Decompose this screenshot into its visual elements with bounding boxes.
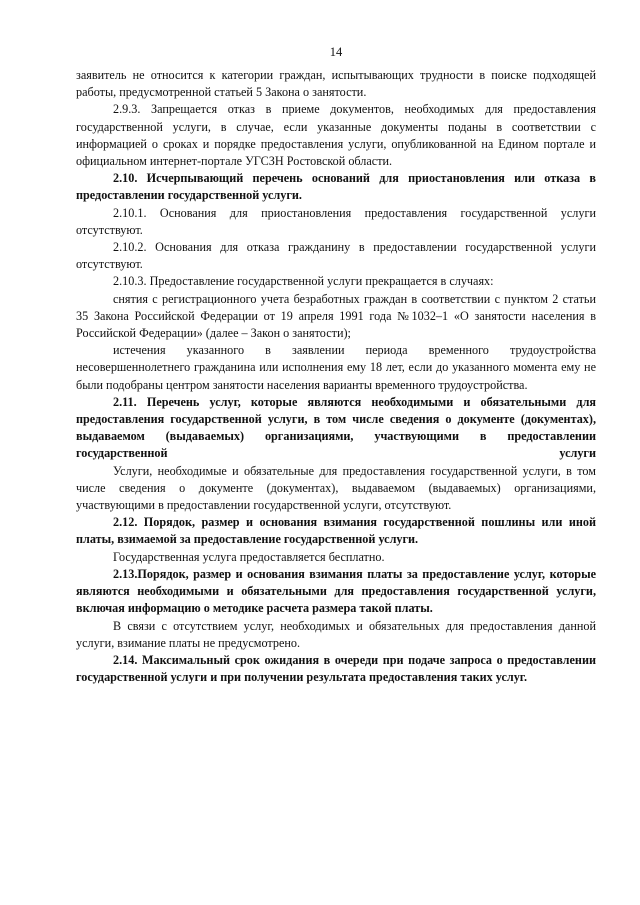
heading-2-13: 2.13.Порядок, размер и основания взимания платы за предоставление услуг, которые являются необходимыми и обязательными для предоставления государственной услуги, включая информацию о методике расчета размера такой платы.	[76, 566, 596, 616]
paragraph-deregistration: снятия с регистрационного учета безработных граждан в соответствии с пунктом 2 статьи 35 Закона Российской Федерации от 19 апреля 1991 года №1032–1 «О занятости населения в Российской Федерации» (далее – Закон о занятости);	[76, 291, 596, 341]
paragraph-period-expiry: истечения указанного в заявлении периода временного трудоустройства несовершеннолетнего гражданина или исполнения ему 18 лет, если до указанного момента ему не были подобраны центром занятости населения варианты временного трудоустройства.	[76, 343, 596, 392]
paragraph-applicant-category: заявитель не относится к категории граждан, испытывающих трудности в поиске подходящей работы, предусмотренной статьей 5 Закона о занятости.	[76, 68, 596, 100]
page-number: 14	[329, 45, 343, 59]
heading-2-12: 2.12. Порядок, размер и основания взимания государственной пошлины или иной платы, взимаемой за предоставление государственной услуги.	[76, 515, 596, 547]
paragraph-2-9-3: 2.9.3. Запрещается отказ в приеме документов, необходимых для предоставления государственной услуги, в случае, если указанные документы поданы в соответствии с информацией о сроках и порядке предоставления услуги, опубликованной на Едином портале и официальном интернет-портале УГСЗН Ростовской области.	[76, 102, 596, 169]
paragraph-free-service: Государственная услуга предоставляется бесплатно.	[113, 549, 385, 564]
heading-2-14: 2.14. Максимальный срок ожидания в очереди при подаче запроса о предоставлении государственной услуги и при получении результата предоставления таких услуг.	[76, 652, 596, 685]
paragraph-2-10-1: 2.10.1. Основания для приостановления предоставления государственной услуги отсутствуют.	[76, 205, 596, 237]
paragraph-no-fee: В связи с отсутствием услуг, необходимых и обязательных для предоставления данной услуги, взимание платы не предусмотрено.	[76, 618, 596, 650]
paragraph-services-absent: Услуги, необходимые и обязательные для предоставления государственной услуги, в том числе сведения о документе (документах), выдаваемом (выдаваемых) организациями, участвующими в предоставлении государственной услуги, отсутствуют.	[76, 463, 596, 513]
paragraph-2-10-3: 2.10.3. Предоставление государственной услуги прекращается в случаях:	[113, 274, 494, 289]
heading-2-10: 2.10. Исчерпывающий перечень оснований для приостановления или отказа в предоставлении государственной услуги.	[76, 171, 596, 203]
paragraph-2-10-2: 2.10.2. Основания для отказа гражданину в предоставлении государственной услуги отсутствуют.	[76, 240, 596, 272]
heading-2-11: 2.11. Перечень услуг, которые являются необходимыми и обязательными для предоставления государственной услуги, в том числе сведения о документе (документах), выдаваемом (выдаваемых) организациями, участвующими в предоставлении государственной услуги	[76, 394, 596, 461]
